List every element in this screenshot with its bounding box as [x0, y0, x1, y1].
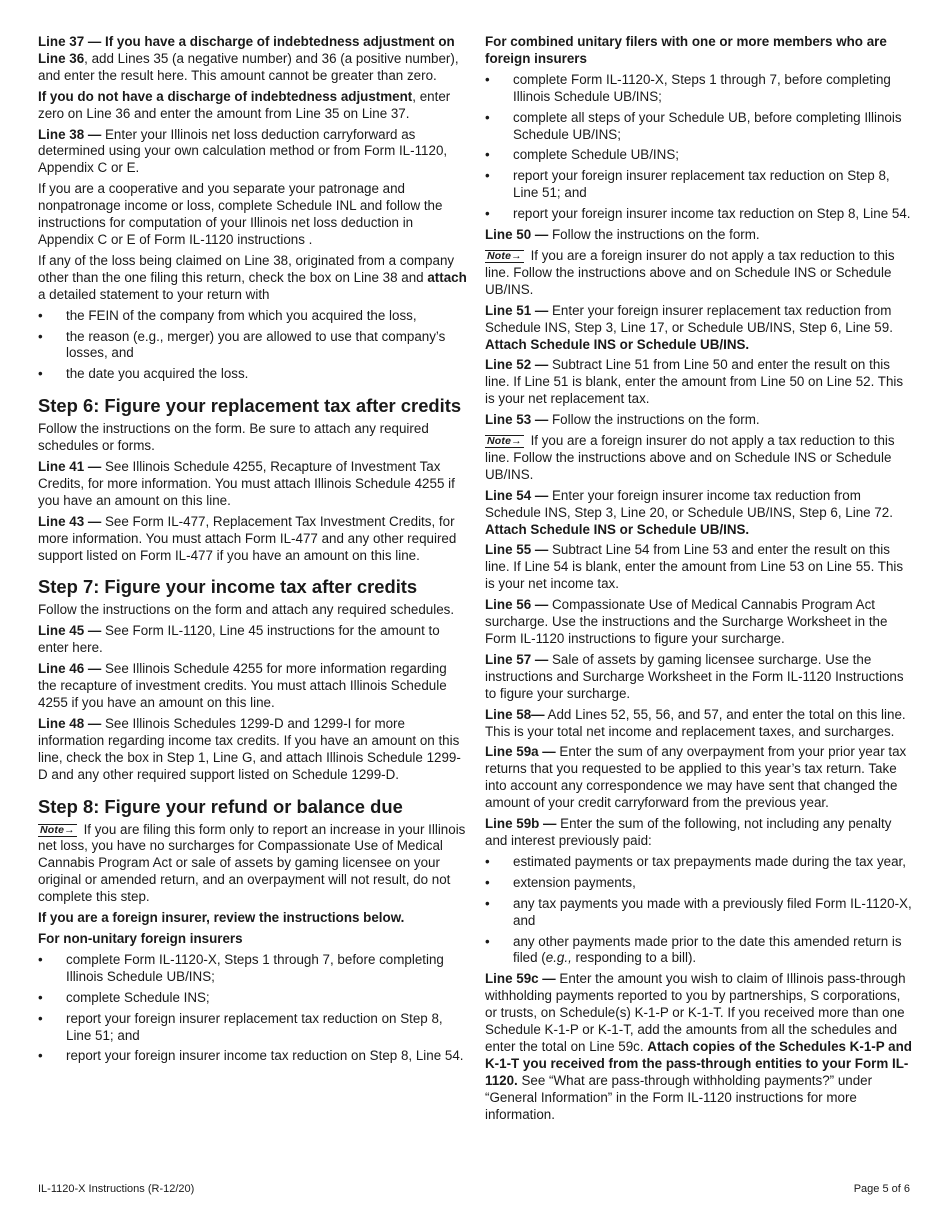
- line-59c-text-2: See “What are pass-through withholding payments?” under “General Information” in the Form IL-1120 instructions for more information.: [485, 1072, 873, 1122]
- line-59c-attach: Attach copies of the Schedules K-1-P and K-1-T you received from the pass-through entities to your Form IL-1120.: [485, 1038, 912, 1088]
- line-51-label: Line 51 —: [485, 302, 549, 318]
- line-59a-text: Enter the sum of any overpayment from your prior year tax returns that you requested to be applied to this year’s tax return. Take into account any correspondence we may have sent that changed the amount of your credit carryforward from the previous year.: [485, 744, 907, 811]
- line-50-note-text: If you are a foreign insurer do not apply a tax reduction to this line. Follow the instructions above and on Schedule INS or Schedule UB/INS.: [485, 247, 895, 297]
- line-50-paragraph: [485, 227, 915, 244]
- line-38-label: Line 38 —: [38, 126, 102, 142]
- line-58-label: Line 58—: [485, 706, 545, 722]
- line-51-paragraph: [485, 303, 915, 354]
- line-45-label: Line 45 —: [38, 623, 102, 639]
- list-item: [485, 934, 915, 968]
- line-45-text: See Form IL-1120, Line 45 instructions for the amount to enter here.: [38, 623, 440, 656]
- line-52-text: Subtract Line 51 from Line 50 and enter the result on this line. If Line 51 is blank, enter the amount from Line 50 on Line 52. This is your net replacement tax.: [485, 357, 904, 407]
- line-59b-label: Line 59b —: [485, 816, 557, 832]
- list-item: • report your foreign insurer replacement tax reduction on Step 8, Line 51; and: [485, 168, 915, 202]
- line-56-text: Compassionate Use of Medical Cannabis Program Act surcharge. Use the instructions and the Surcharge Worksheet in the Form IL-1120 instructions to figure your surcharge.: [485, 597, 888, 646]
- loss-text-2: a detailed statement to your return with: [38, 286, 270, 302]
- step-6-intro: Follow the instructions on the form. Be sure to attach any required schedules or forms.: [38, 421, 429, 454]
- line-48-paragraph: [38, 716, 468, 784]
- line-53-text: Follow the instructions on the form.: [548, 412, 760, 428]
- no-discharge-heading: If you do not have a discharge of indebtedness adjustment: [38, 88, 413, 104]
- line-43-text: See Form IL-477, Replacement Tax Investment Credits, for more information. You must attach Form IL-477 and any other required support listed on Form IL-477 if you have an amount on this line.: [38, 513, 457, 563]
- line-46-text: See Illinois Schedule 4255 for more information regarding the recapture of investment credits. You must attach Illinois Schedule 4255 if you have an amount on this line.: [38, 661, 447, 710]
- line-48-label: Line 48 —: [38, 715, 102, 731]
- line-46-label: Line 46 —: [38, 661, 102, 677]
- line-53-label: Line 53 —: [485, 412, 549, 428]
- step-7-heading: Step 7: Figure your income tax after credits: [38, 576, 418, 598]
- line-58-paragraph: [485, 707, 915, 741]
- line-54-label: Line 54 —: [485, 487, 549, 503]
- combined-unitary-heading: For combined unitary filers with one or more members who are foreign insurers: [485, 34, 887, 66]
- loss-paragraph: [38, 253, 468, 304]
- list-item: • the reason (e.g., merger) you are allowed to use that company’s losses, and: [38, 329, 468, 363]
- step-6-heading: Step 6: Figure your replacement tax after credits: [38, 395, 462, 417]
- list-item: • the FEIN of the company from which you acquired the loss,: [38, 308, 468, 325]
- line-56-paragraph: [485, 597, 915, 648]
- line-53-note-paragraph: [485, 433, 915, 484]
- list-item: • complete Schedule INS;: [38, 990, 468, 1007]
- line-58-text: Add Lines 52, 55, 56, and 57, and enter the total on this line. This is your total net income and replacement taxes, and surcharges.: [485, 706, 906, 739]
- list-item-italic: e.g.,: [545, 950, 572, 966]
- line-53-paragraph: [485, 412, 915, 429]
- line-59c-paragraph: [485, 971, 915, 1123]
- right-column: [485, 34, 915, 1127]
- list-item: • any tax payments you made with a previously filed Form IL-1120-X, and: [485, 896, 915, 930]
- list-item: • the date you acquired the loss.: [38, 366, 468, 383]
- line-43-paragraph: [38, 514, 468, 565]
- line-37-text: , add Lines 35 (a negative number) and 36 (a positive number), and enter the result here. This amount cannot be greater than zero.: [38, 50, 459, 83]
- non-unitary-heading: For non-unitary foreign insurers: [38, 930, 243, 946]
- line-54-paragraph: [485, 488, 915, 539]
- line-59b-paragraph: [485, 816, 915, 850]
- line-51-attach: Attach Schedule INS or Schedule UB/INS.: [485, 336, 750, 352]
- note-arrow-icon: Note→: [487, 249, 522, 262]
- line-59a-label: Line 59a —: [485, 744, 556, 760]
- loss-attach: attach: [427, 269, 467, 285]
- step-8-note-paragraph: [38, 822, 468, 907]
- left-column: [38, 34, 468, 1069]
- line-59c-label: Line 59c —: [485, 971, 556, 987]
- line-54-attach: Attach Schedule INS or Schedule UB/INS.: [485, 521, 750, 537]
- list-item: • extension payments,: [485, 875, 915, 892]
- line-52-paragraph: [485, 357, 915, 408]
- line-59c-text: Enter the amount you wish to claim of Illinois pass-through withholding payments reported to you by partnerships, S corporations, or trusts, on Schedule(s) K-1-P or K-1-T. If you received more than one Schedule K-1-P or K-1-T, add the amounts from all the schedules and enter the total on Line 59c.: [485, 971, 906, 1054]
- line-59b-text: Enter the sum of the following, not including any penalty and interest previously paid:: [485, 816, 892, 848]
- line-37-heading: Line 37 — If you have a discharge of indebtedness adjustment on Line 36: [38, 34, 455, 66]
- line-55-paragraph: [485, 542, 915, 593]
- footer-page-number: Page 5 of 6: [853, 1183, 910, 1195]
- list-item-text-2: responding to a bill).: [571, 950, 697, 966]
- loss-text-1: If any of the loss being claimed on Line 38, originated from a company other than the one filing this return, check the box on Line 38 and: [38, 252, 455, 285]
- list-item: • complete Schedule UB/INS;: [485, 147, 915, 164]
- line-43-label: Line 43 —: [38, 513, 102, 529]
- step-8-heading: Step 8: Figure your refund or balance due: [38, 795, 403, 817]
- line-41-text: See Illinois Schedule 4255, Recapture of Investment Tax Credits, for more information. You must attach Illinois Schedule 4255 if you have an amount on this line.: [38, 459, 455, 508]
- line-53-note-text: If you are a foreign insurer do not apply a tax reduction to this line. Follow the instructions above and on Schedule INS or Schedule UB/INS.: [485, 433, 895, 482]
- list-item: • report your foreign insurer income tax reduction on Step 8, Line 54.: [485, 206, 915, 223]
- line-55-label: Line 55 —: [485, 542, 549, 558]
- line-59a-paragraph: [485, 744, 915, 812]
- list-item-text-1: any other payments made prior to the date this amended return is filed (: [513, 933, 902, 966]
- note-arrow-icon: Note→: [40, 823, 75, 836]
- foreign-insurer-heading: If you are a foreign insurer, review the instructions below.: [38, 910, 405, 926]
- line-50-label: Line 50 —: [485, 227, 549, 243]
- list-item: • report your foreign insurer replacement tax reduction on Step 8, Line 51; and: [38, 1011, 468, 1045]
- note-arrow-icon: Note→: [487, 435, 522, 448]
- line-52-label: Line 52 —: [485, 357, 549, 373]
- line-57-text: Sale of assets by gaming licensee surcharge. Use the instructions and Surcharge Worksheet in the Form IL-1120 Instructions to figure your surcharge.: [485, 651, 904, 701]
- line-38-paragraph: [38, 127, 468, 178]
- line-50-text: Follow the instructions on the form.: [548, 227, 760, 243]
- line-50-note-paragraph: [485, 248, 915, 299]
- list-item: • estimated payments or tax prepayments made during the tax year,: [485, 854, 915, 871]
- no-discharge-paragraph: [38, 89, 468, 123]
- line-41-label: Line 41 —: [38, 459, 102, 475]
- line-57-label: Line 57 —: [485, 651, 549, 667]
- line-56-label: Line 56 —: [485, 597, 549, 613]
- line-38-text: Enter your Illinois net loss deduction carryforward as determined using your own calculation method or from Form IL-1120, Appendix C or E.: [38, 126, 448, 176]
- line-37-paragraph: [38, 34, 468, 85]
- step-7-intro: Follow the instructions on the form and attach any required schedules.: [38, 602, 455, 618]
- line-41-paragraph: [38, 459, 468, 510]
- list-item: • report your foreign insurer income tax reduction on Step 8, Line 54.: [38, 1048, 468, 1065]
- list-item: • complete Form IL-1120-X, Steps 1 through 7, before completing Illinois Schedule UB/INS;: [485, 72, 915, 106]
- line-46-paragraph: [38, 661, 468, 712]
- line-51-text: Enter your foreign insurer replacement tax reduction from Schedule INS, Step 3, Line 17, or Schedule UB/INS, Step 6, Line 59.: [485, 302, 893, 335]
- footer-form-id: IL-1120-X Instructions (R-12/20): [38, 1183, 195, 1195]
- cooperative-paragraph: If you are a cooperative and you separate your patronage and nonpatronage income or loss, complete Schedule INL and follow the instructions for computation of your Illinois net loss deduction in Appendix C or E of Form IL-1120 instructions .: [38, 181, 443, 247]
- line-57-paragraph: [485, 652, 915, 703]
- no-discharge-text: , enter zero on Line 36 and enter the amount from Line 35 on Line 37.: [38, 88, 451, 121]
- line-55-text: Subtract Line 54 from Line 53 and enter the result on this line. If Line 54 is blank, enter the amount from Line 53 on Line 55. This is your net income tax.: [485, 542, 904, 592]
- list-item: • complete Form IL-1120-X, Steps 1 through 7, before completing Illinois Schedule UB/INS;: [38, 952, 468, 986]
- list-item: • complete all steps of your Schedule UB, before completing Illinois Schedule UB/INS;: [485, 110, 915, 144]
- line-54-text: Enter your foreign insurer income tax reduction from Schedule INS, Step 3, Line 20, or Schedule UB/INS, Step 6, Line 72.: [485, 487, 893, 520]
- step-8-note-text: If you are filing this form only to report an increase in your Illinois net loss, you have no surcharges for Compassionate Use of Medical Cannabis Program Act or sale of assets by gaming licensee on your original or amended return, and an overpayment will not result, do not complete this step.: [38, 821, 466, 905]
- line-48-text: See Illinois Schedules 1299-D and 1299-I for more information regarding income tax credits. If you have an amount on this line, check the box in Step 1, Line G, and attach Illinois Schedule 1299-D and any other required support listed on Schedule 1299-D.: [38, 715, 461, 782]
- line-45-paragraph: [38, 623, 468, 657]
